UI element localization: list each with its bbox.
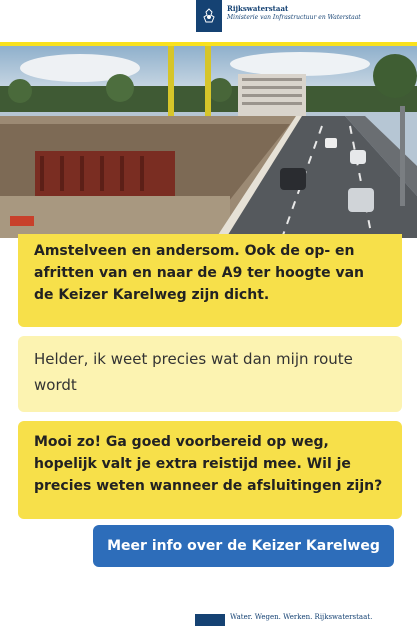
construction-photo [0,46,417,238]
chat-message-user: Helder, ik weet precies wat dan mijn route wordt [18,336,402,412]
footer [0,600,417,626]
crest-icon [200,7,218,25]
road-construction-image [0,46,417,238]
logo-crest [196,0,222,32]
logo-text [227,4,361,22]
more-info-button[interactable]: Meer info over de Keizer Karelweg [93,525,394,567]
org-name: Rijkswaterstaat [227,4,289,13]
footer-tagline: Water. Wegen. Werken. Rijkswaterstaat. [230,613,373,621]
ministry-name: Ministerie van Infrastructuur en Waterstaat [227,14,361,21]
footer-logo-bar [195,614,225,626]
chat-message-bot: Amstelveen en andersom. Ook de op- en afritten van en naar de A9 ter hoogte van de Keizer Karelweg zijn dicht. [18,234,402,327]
header [0,0,417,42]
chat-message-bot: Mooi zo! Ga goed voorbereid op weg, hopelijk valt je extra reistijd mee. Wil je precies weten wanneer de afsluitingen zijn? [18,421,402,519]
